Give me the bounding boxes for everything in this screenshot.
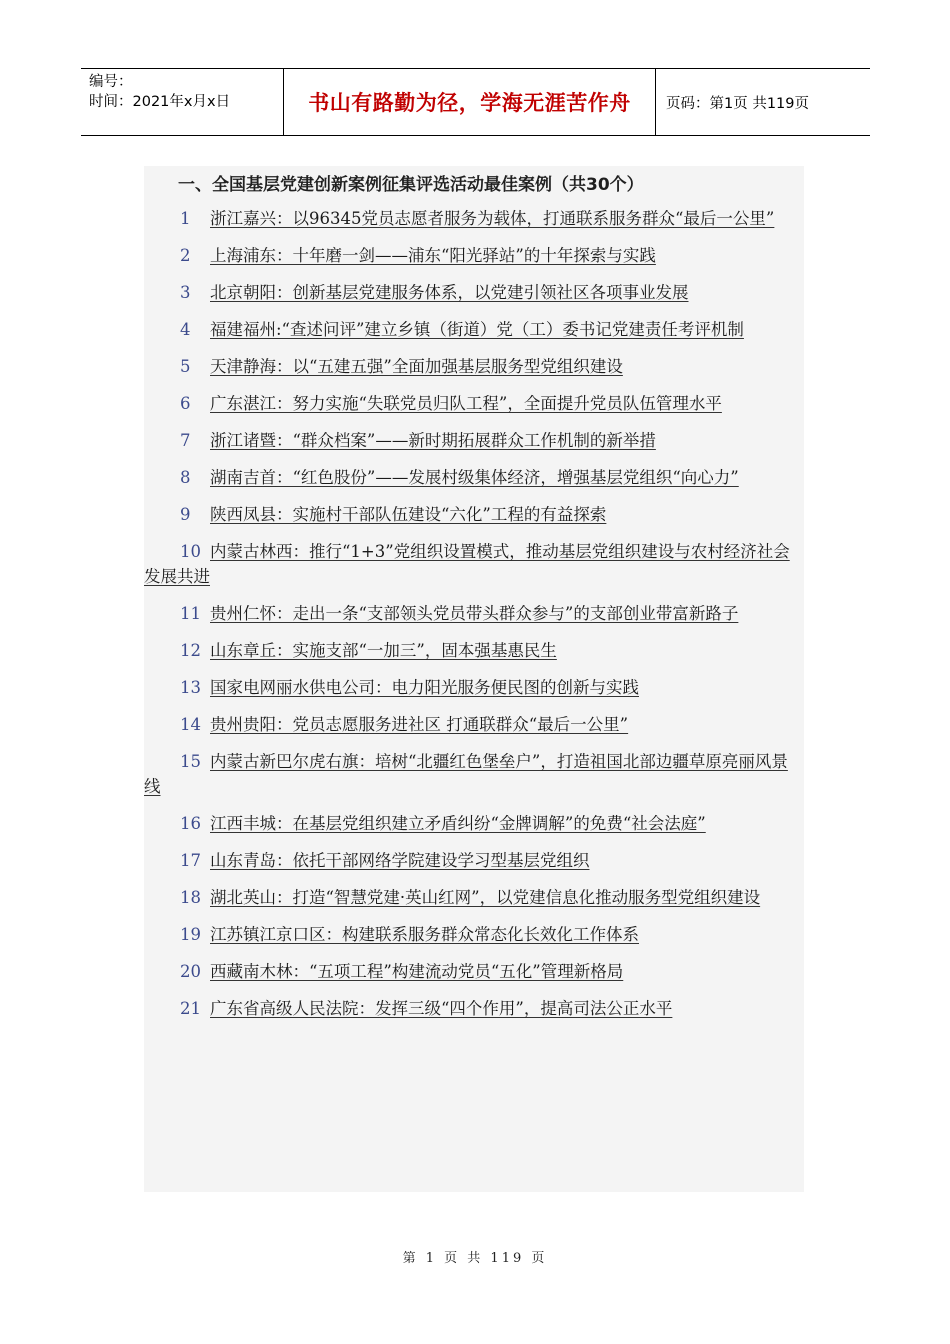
case-number: 4: [180, 320, 191, 339]
case-number: 20: [180, 962, 201, 981]
case-number: 18: [180, 888, 201, 907]
case-number: 15: [180, 752, 201, 771]
case-link[interactable]: 上海浦东：十年磨一剑——浦东“阳光驿站”的十年探索与实践: [210, 246, 656, 265]
case-link[interactable]: 广东省高级人民法院：发挥三级“四个作用”，提高司法公正水平: [210, 999, 673, 1018]
section-title: 一、全国基层党建创新案例征集评选活动最佳案例（共30个）: [178, 175, 644, 195]
case-link[interactable]: 国家电网丽水供电公司：电力阳光服务便民图的创新与实践: [210, 678, 639, 697]
case-link[interactable]: 贵州仁怀：走出一条“支部领头党员带头群众参与”的支部创业带富新路子: [210, 604, 739, 623]
case-item[interactable]: [144, 638, 804, 663]
case-item[interactable]: [144, 317, 804, 342]
case-link[interactable]: 福建福州:“查述问评”建立乡镇（街道）党（工）委书记党建责任考评机制: [210, 320, 744, 339]
case-number: 19: [180, 925, 201, 944]
case-item[interactable]: [144, 848, 804, 873]
header-meta: [81, 69, 283, 135]
case-link[interactable]: 江西丰城：在基层党组织建立矛盾纠纷“金牌调解”的免费“社会法庭”: [210, 814, 706, 833]
case-number: 13: [180, 678, 201, 697]
case-number: 21: [180, 999, 201, 1018]
case-item[interactable]: [144, 885, 804, 910]
case-number: 1: [180, 209, 191, 228]
case-link[interactable]: 贵州贵阳：党员志愿服务进社区 打通联群众“最后一公里”: [210, 715, 629, 734]
case-number: 16: [180, 814, 201, 833]
case-link[interactable]: 江苏镇江京口区：构建联系服务群众常态化长效化工作体系: [210, 925, 639, 944]
case-link[interactable]: 湖北英山：打造“智慧党建·英山红网”，以党建信息化推动服务型党组织建设: [210, 888, 761, 907]
document-body: [144, 166, 804, 1192]
case-link[interactable]: 湖南吉首：“红色股份”——发展村级集体经济，增强基层党组织“向心力”: [210, 468, 739, 487]
page-header: [81, 68, 870, 136]
case-number: 11: [180, 604, 201, 623]
case-link[interactable]: 西藏南木林：“五项工程”构建流动党员“五化”管理新格局: [210, 962, 624, 981]
case-item[interactable]: [144, 811, 804, 836]
case-link[interactable]: 天津静海：以“五建五强”全面加强基层服务型党组织建设: [210, 357, 623, 376]
case-number: 3: [180, 283, 191, 302]
time-label: 时间：2021年x月x日: [89, 94, 231, 110]
case-link[interactable]: 内蒙古林西：推行“1+3”党组织设置模式，推动基层党组织建设与农村经济社会发展共进: [144, 542, 790, 586]
case-item[interactable]: [144, 539, 804, 589]
case-list: [144, 206, 804, 1021]
case-number: 2: [180, 246, 191, 265]
case-link[interactable]: 北京朝阳：创新基层党建服务体系，以党建引领社区各项事业发展: [210, 283, 689, 302]
case-number: 10: [180, 542, 201, 561]
case-item[interactable]: [144, 996, 804, 1021]
case-link[interactable]: 浙江嘉兴：以96345党员志愿者服务为载体，打通联系服务群众“最后一公里”: [210, 209, 775, 228]
case-number: 12: [180, 641, 201, 660]
case-number: 5: [180, 357, 191, 376]
case-number: 17: [180, 851, 201, 870]
case-number: 6: [180, 394, 191, 413]
case-item[interactable]: [144, 959, 804, 984]
case-item[interactable]: [144, 428, 804, 453]
case-link[interactable]: 山东章丘：实施支部“一加三”，固本强基惠民生: [210, 641, 557, 660]
case-link[interactable]: 内蒙古新巴尔虎右旗：培树“北疆红色堡垒户”，打造祖国北部边疆草原亮丽风景线: [144, 752, 788, 796]
page-footer: 第 1 页 共 119 页: [402, 1251, 548, 1266]
case-item[interactable]: [144, 922, 804, 947]
case-link[interactable]: 广东湛江：努力实施“失联党员归队工程”，全面提升党员队伍管理水平: [210, 394, 722, 413]
case-item[interactable]: [144, 502, 804, 527]
case-number: 9: [180, 505, 191, 524]
case-item[interactable]: [144, 280, 804, 305]
case-item[interactable]: [144, 712, 804, 737]
case-item[interactable]: [144, 243, 804, 268]
case-number: 7: [180, 431, 191, 450]
case-item[interactable]: [144, 675, 804, 700]
header-page-info: 页码：第1页 共119页: [666, 95, 810, 112]
case-item[interactable]: [144, 354, 804, 379]
case-item[interactable]: [144, 601, 804, 626]
case-link[interactable]: 浙江诸暨：“群众档案”——新时期拓展群众工作机制的新举措: [210, 431, 656, 450]
case-link[interactable]: 陕西凤县：实施村干部队伍建设“六化”工程的有益探索: [210, 505, 607, 524]
header-motto: 书山有路勤为径，学海无涯苦作舟: [283, 69, 656, 135]
case-item[interactable]: [144, 391, 804, 416]
case-link[interactable]: 山东青岛：依托干部网络学院建设学习型基层党组织: [210, 851, 590, 870]
serial-label: 编号：: [89, 74, 133, 90]
case-item[interactable]: [144, 749, 804, 799]
case-number: 14: [180, 715, 201, 734]
case-item[interactable]: [144, 465, 804, 490]
case-number: 8: [180, 468, 191, 487]
case-item[interactable]: [144, 206, 804, 231]
